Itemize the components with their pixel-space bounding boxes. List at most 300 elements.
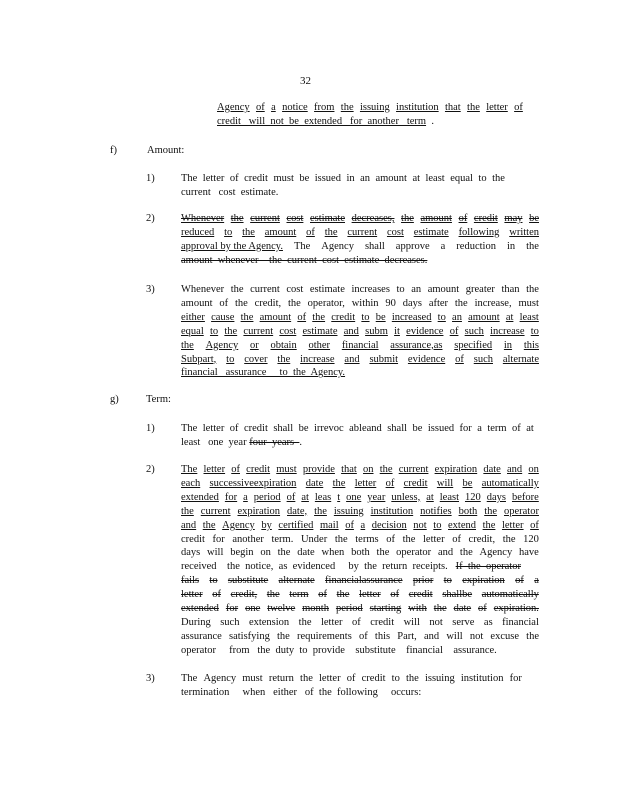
- text-word: the: [324, 226, 338, 238]
- text-word: of: [352, 616, 361, 628]
- text-word: term: [289, 589, 309, 601]
- text-segment: g): [110, 394, 119, 405]
- text-word: the: [376, 547, 390, 559]
- text-word: be: [529, 213, 539, 224]
- text-word: be: [462, 477, 473, 489]
- text-word: a: [243, 491, 248, 503]
- text-segment: credit will not be extended for another term: [217, 115, 427, 127]
- text-word: institution: [370, 505, 414, 517]
- text-word: the: [454, 297, 468, 309]
- text-line: [146, 172, 155, 185]
- text-word: 120: [523, 533, 539, 545]
- text-word: current: [250, 213, 280, 224]
- text-word: and: [437, 547, 454, 559]
- text-word: the: [287, 297, 301, 309]
- text-word: the: [336, 589, 350, 601]
- text-word: operator,: [307, 297, 345, 309]
- text-word: Whenever: [181, 213, 225, 224]
- text-line: [181, 172, 505, 185]
- text-segment: f): [110, 145, 117, 156]
- text-word: amount: [259, 311, 292, 323]
- text-line: [181, 686, 421, 699]
- text-word: specified: [454, 339, 493, 351]
- text-word: may: [504, 213, 523, 224]
- text-word: extended: [181, 603, 219, 614]
- text-word: following: [458, 226, 500, 238]
- text-word: financial: [341, 339, 379, 351]
- text-word: of: [478, 603, 487, 614]
- text-word: current: [243, 325, 274, 337]
- text-word: the: [526, 240, 539, 252]
- text-word: will: [436, 477, 454, 489]
- text-word: the: [277, 547, 291, 559]
- text-word: institution: [396, 102, 439, 113]
- text-word: for: [225, 603, 239, 614]
- text-word: year: [367, 491, 386, 503]
- text-word: to: [391, 673, 400, 684]
- text-word: cause: [211, 311, 235, 323]
- text-word: the: [402, 533, 416, 545]
- text-word: extension: [248, 616, 290, 628]
- text-word: increases: [351, 284, 390, 295]
- text-word: irrevoc: [313, 423, 344, 434]
- text-word: Agency: [205, 339, 239, 351]
- text-word: will: [446, 630, 463, 642]
- text-word: this: [523, 339, 539, 351]
- text-word: on: [260, 547, 271, 559]
- text-word: current: [200, 505, 231, 517]
- text-word: both: [351, 547, 370, 559]
- text-word: reduced: [181, 226, 215, 238]
- text-word: letter: [359, 589, 381, 601]
- text-word: this: [374, 630, 391, 642]
- text-word: notice: [282, 102, 308, 113]
- text-word: increase: [300, 353, 335, 365]
- text-word: issuing: [424, 673, 455, 684]
- text-word: expiration.: [493, 603, 539, 614]
- text-word: to: [530, 325, 539, 337]
- text-line: [146, 283, 155, 296]
- text-word: must: [242, 673, 263, 684]
- text-line: [181, 630, 539, 643]
- text-segment: least one year: [181, 436, 250, 448]
- text-word: before: [511, 491, 539, 503]
- text-word: the: [467, 102, 480, 113]
- text-word: of: [231, 464, 240, 475]
- text-word: will: [403, 616, 420, 628]
- text-line: [146, 463, 155, 476]
- text-word: increased: [391, 311, 432, 323]
- text-word: credit: [361, 673, 386, 684]
- text-word: to: [224, 226, 233, 238]
- text-word: of: [219, 297, 229, 309]
- text-word: and: [343, 325, 359, 337]
- text-line: [181, 339, 539, 352]
- text-word: credit: [243, 423, 268, 434]
- text-word: the: [502, 533, 516, 545]
- text-word: to: [478, 173, 487, 184]
- text-word: equal: [181, 325, 204, 337]
- text-word: to: [443, 575, 452, 587]
- text-segment: .: [426, 115, 434, 127]
- text-word: greater: [465, 284, 495, 295]
- text-line: [146, 422, 155, 435]
- text-word: for: [509, 673, 522, 684]
- text-word: evidence: [406, 325, 444, 337]
- text-word: credit: [408, 589, 433, 601]
- text-word: the: [181, 505, 194, 517]
- text-word: of: [515, 575, 524, 587]
- text-word: the: [266, 589, 280, 601]
- text-word: be: [412, 423, 423, 434]
- text-line: [181, 519, 539, 532]
- text-word: letter: [203, 464, 226, 475]
- text-word: begin: [230, 547, 254, 559]
- text-word: assurance: [181, 630, 222, 642]
- text-word: than: [501, 284, 520, 295]
- text-word: to: [396, 284, 405, 295]
- text-word: 90: [385, 297, 396, 309]
- text-word: leas: [314, 491, 332, 503]
- text-line: [146, 672, 155, 685]
- text-word: approve: [395, 240, 430, 252]
- text-word: a: [534, 575, 539, 587]
- text-word: date: [453, 603, 472, 614]
- text-word: extended: [181, 491, 219, 503]
- text-line: [181, 297, 539, 310]
- text-word: amount: [420, 213, 452, 224]
- text-word: to: [361, 311, 370, 323]
- text-word: operator: [396, 547, 432, 559]
- text-word: the: [234, 297, 248, 309]
- text-word: 120: [464, 491, 481, 503]
- text-line: [181, 616, 539, 629]
- text-word: Agency: [222, 519, 255, 531]
- text-segment: If the operator: [455, 561, 521, 573]
- text-line: [181, 366, 345, 379]
- text-word: to: [437, 311, 446, 323]
- text-word: the: [298, 616, 312, 628]
- text-word: after: [428, 297, 449, 309]
- text-word: for: [459, 423, 472, 434]
- text-word: each: [181, 477, 201, 489]
- text-word: at: [426, 491, 434, 503]
- text-word: terms: [355, 533, 379, 545]
- text-word: alternate: [278, 575, 315, 587]
- text-word: will: [207, 547, 224, 559]
- text-word: such: [464, 325, 484, 337]
- text-word: expiration: [237, 505, 281, 517]
- text-line: [181, 254, 427, 267]
- text-word: credit,: [468, 533, 496, 545]
- text-word: The: [181, 173, 198, 184]
- text-word: to: [209, 325, 219, 337]
- text-word: assurance,as: [390, 339, 443, 351]
- text-line: [147, 144, 184, 157]
- text-word: mail: [319, 519, 339, 531]
- text-word: at: [301, 491, 309, 503]
- text-word: credit: [370, 616, 395, 628]
- text-word: automatically: [481, 589, 539, 601]
- text-word: of: [512, 423, 521, 434]
- text-word: by: [261, 519, 272, 531]
- text-word: cost: [286, 284, 304, 295]
- text-word: be: [299, 173, 310, 184]
- text-word: and: [423, 630, 440, 642]
- text-word: cost: [279, 325, 297, 337]
- text-word: to: [433, 519, 442, 531]
- text-word: amount: [427, 284, 460, 295]
- text-word: of: [229, 423, 239, 434]
- text-word: estimate: [310, 213, 345, 224]
- text-word: letter: [202, 423, 225, 434]
- text-segment: received the notice, as evidenced by the return receipts.: [181, 561, 456, 573]
- text-segment: current cost estimate.: [181, 186, 279, 198]
- text-word: credit: [473, 213, 498, 224]
- text-word: twelve: [267, 603, 296, 614]
- text-word: the: [314, 505, 327, 517]
- text-word: financial: [502, 616, 539, 628]
- text-word: credit: [244, 173, 268, 184]
- text-line: [217, 101, 523, 114]
- text-word: the: [482, 519, 496, 531]
- text-word: credit,: [254, 297, 282, 309]
- text-line: [181, 672, 522, 685]
- text-line: [181, 463, 539, 476]
- text-word: on: [528, 464, 539, 475]
- text-word: of: [229, 173, 239, 184]
- text-word: period: [335, 603, 363, 614]
- text-word: subm: [365, 325, 388, 337]
- text-word: operator: [503, 505, 539, 517]
- text-word: credit: [403, 477, 428, 489]
- text-word: term.: [271, 533, 294, 545]
- text-word: letter: [320, 616, 343, 628]
- text-line: [181, 588, 539, 601]
- text-line: [181, 477, 539, 490]
- text-word: letter: [423, 533, 445, 545]
- text-word: such: [473, 353, 493, 365]
- text-word: reduction: [456, 240, 496, 252]
- text-word: shall: [364, 240, 385, 252]
- text-segment: Term:: [146, 394, 171, 405]
- text-word: to: [209, 575, 218, 587]
- text-word: of: [212, 589, 221, 601]
- text-word: within: [351, 297, 379, 309]
- text-word: The: [181, 423, 198, 434]
- text-word: of: [255, 102, 265, 113]
- text-word: with: [408, 603, 427, 614]
- text-word: of: [449, 325, 459, 337]
- text-word: requirements: [297, 630, 352, 642]
- text-word: the: [332, 477, 346, 489]
- text-word: must: [276, 464, 297, 475]
- text-word: expiration: [462, 575, 505, 587]
- text-word: term: [487, 423, 507, 434]
- text-word: date,: [287, 505, 308, 517]
- text-segment: .: [299, 436, 303, 448]
- text-word: for: [224, 491, 238, 503]
- page-number: 32: [300, 75, 311, 87]
- text-word: provide: [302, 464, 335, 475]
- text-word: amount: [264, 226, 297, 238]
- text-line: [181, 533, 539, 546]
- text-word: other: [308, 339, 331, 351]
- text-word: a: [440, 240, 446, 252]
- text-word: both: [458, 505, 478, 517]
- text-word: the: [230, 284, 244, 295]
- text-word: the: [224, 325, 238, 337]
- text-word: fails: [181, 575, 200, 587]
- text-line: [181, 226, 539, 239]
- text-word: not: [413, 519, 427, 531]
- text-word: Agency: [321, 240, 354, 252]
- text-word: in: [346, 173, 355, 184]
- text-word: period: [253, 491, 281, 503]
- text-word: of: [386, 533, 395, 545]
- text-word: amount: [375, 173, 407, 184]
- text-segment: amount whenever the current cost estimate decreases.: [181, 254, 428, 266]
- text-word: issued: [314, 173, 341, 184]
- text-segment: 2): [146, 213, 155, 224]
- text-word: issuing: [333, 505, 364, 517]
- text-word: an: [452, 311, 462, 323]
- text-line: [181, 560, 521, 573]
- text-word: starting: [369, 603, 402, 614]
- text-word: letter: [486, 102, 508, 113]
- text-word: a: [271, 102, 276, 113]
- text-line: [181, 574, 539, 587]
- text-segment: Amount:: [147, 145, 185, 156]
- text-word: serve: [452, 616, 475, 628]
- text-word: at: [412, 173, 421, 184]
- text-word: the: [312, 311, 326, 323]
- text-line: [181, 602, 539, 615]
- text-word: Agency: [479, 547, 513, 559]
- text-word: the: [181, 339, 194, 351]
- text-word: for: [212, 533, 225, 545]
- text-word: days: [402, 297, 422, 309]
- text-word: that: [341, 464, 357, 475]
- text-word: estimate: [309, 284, 345, 295]
- text-word: of: [385, 477, 395, 489]
- text-word: have: [519, 547, 539, 559]
- text-word: ableand: [349, 423, 382, 434]
- text-word: credit: [331, 311, 356, 323]
- text-word: successiveexpiration: [209, 477, 297, 489]
- text-word: the: [277, 630, 290, 642]
- text-line: [110, 144, 117, 157]
- text-word: the: [526, 630, 539, 642]
- text-word: as: [483, 616, 493, 628]
- text-word: or: [249, 339, 259, 351]
- text-word: financialassurance: [325, 575, 403, 587]
- text-word: letter: [354, 477, 377, 489]
- text-word: amount: [468, 311, 500, 323]
- text-word: The: [293, 240, 311, 252]
- text-word: credit,: [230, 589, 258, 601]
- text-word: of: [452, 533, 461, 545]
- text-word: increase,: [474, 297, 512, 309]
- text-line: [181, 311, 539, 324]
- text-word: a: [360, 519, 366, 531]
- text-word: least: [519, 311, 539, 323]
- text-segment: four years: [249, 436, 300, 448]
- text-word: and: [507, 464, 523, 475]
- text-word: institution: [460, 673, 504, 684]
- text-word: not: [429, 616, 443, 628]
- text-word: current: [398, 464, 429, 475]
- text-word: prior: [412, 575, 434, 587]
- text-word: amount: [181, 297, 213, 309]
- text-word: of: [455, 353, 464, 365]
- text-word: of: [297, 311, 307, 323]
- text-word: not: [469, 630, 484, 642]
- text-word: of: [306, 226, 315, 238]
- text-line: [110, 393, 119, 406]
- text-word: of: [358, 630, 368, 642]
- text-word: the: [340, 102, 354, 113]
- text-word: days: [181, 547, 201, 559]
- text-line: [146, 212, 155, 225]
- text-word: estimate: [413, 226, 449, 238]
- text-line: [181, 240, 539, 253]
- text-word: of: [458, 213, 468, 224]
- text-word: issuing: [359, 102, 390, 113]
- text-word: alternate: [502, 353, 539, 365]
- text-word: submit: [369, 353, 399, 365]
- text-line: [181, 186, 278, 199]
- text-word: the: [240, 311, 254, 323]
- text-word: one: [245, 603, 261, 614]
- text-word: when: [321, 547, 345, 559]
- text-word: t: [337, 491, 341, 503]
- text-word: The: [181, 464, 198, 475]
- text-word: obtain: [270, 339, 297, 351]
- text-segment: 3): [146, 673, 155, 684]
- text-line: [181, 212, 539, 225]
- text-line: [181, 505, 539, 518]
- text-word: During: [181, 616, 211, 628]
- text-word: credit: [181, 533, 205, 545]
- text-word: cost: [286, 213, 304, 224]
- text-word: automatically: [481, 477, 539, 489]
- text-word: letter: [181, 589, 203, 601]
- text-word: the: [334, 533, 348, 545]
- text-word: the: [484, 505, 498, 517]
- text-word: at: [526, 423, 534, 434]
- text-word: the: [526, 284, 539, 295]
- text-word: extend: [448, 519, 477, 531]
- text-word: expiration: [434, 464, 478, 475]
- text-word: and: [181, 519, 197, 531]
- text-segment: financial assurance to the Agency.: [181, 367, 346, 379]
- text-word: the: [459, 547, 473, 559]
- text-word: the: [492, 173, 505, 184]
- text-word: the: [379, 464, 393, 475]
- text-word: be: [375, 311, 386, 323]
- text-word: to: [226, 353, 235, 365]
- text-word: be: [298, 423, 309, 434]
- text-word: decreases,: [351, 213, 395, 224]
- text-word: one: [346, 491, 362, 503]
- text-word: letter: [202, 173, 225, 184]
- text-word: cover: [244, 353, 268, 365]
- text-word: certified: [278, 519, 314, 531]
- text-word: a: [477, 423, 482, 434]
- text-word: increase: [490, 325, 525, 337]
- text-word: the: [242, 226, 255, 238]
